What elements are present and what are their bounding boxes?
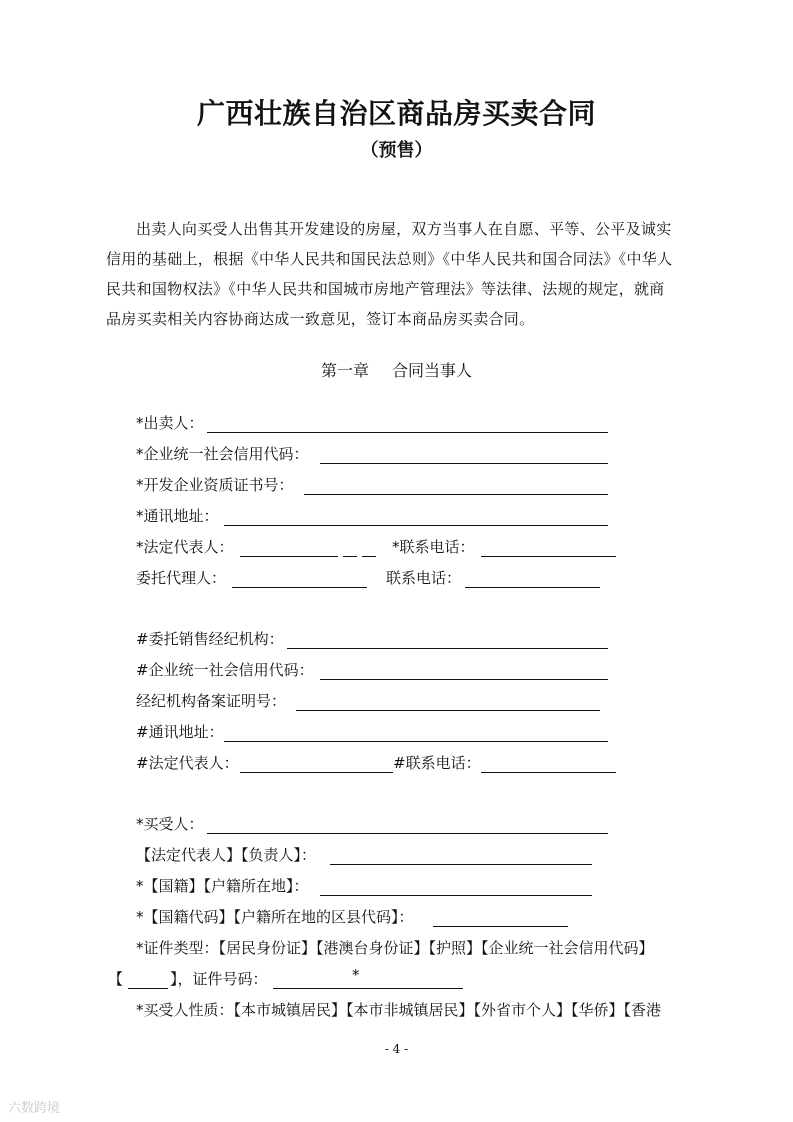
- buyer-nationality-code-label: *【国籍代码】【户籍所在地的区县代码】：: [136, 908, 414, 926]
- buyer-id-type-label: *证件类型：【居民身份证】【港澳台身份证】【护照】【企业统一社会信用代码】: [136, 939, 654, 957]
- buyer-legal-rep-label: 【法定代表人】【负责人】：: [136, 846, 317, 864]
- seller-legal-rep-field-ext[interactable]: [343, 538, 357, 557]
- seller-qualification-field[interactable]: [304, 476, 608, 495]
- seller-address-label: *通讯地址：: [136, 507, 219, 525]
- seller-agent-phone-label: 联系电话：: [386, 569, 462, 587]
- seller-name-label: *出卖人：: [136, 414, 204, 432]
- intro-line: 民共和国物权法》《中华人民共和国城市房地产管理法》等法律、法规的规定，就商: [106, 280, 665, 298]
- seller-agent-label: 委托代理人：: [136, 569, 227, 587]
- seller-name-field[interactable]: [207, 414, 608, 433]
- seller-credit-code-field[interactable]: [320, 445, 608, 464]
- buyer-nationality-label: *【国籍】【户籍所在地】：: [136, 877, 309, 895]
- buyer-nationality-code-field[interactable]: [433, 908, 568, 927]
- buyer-id-asterisk: *: [352, 966, 360, 984]
- broker-credit-code-label: #企业统一社会信用代码：: [136, 661, 314, 679]
- intro-line: 品房买卖相关内容协商达成一致意见，签订本商品房买卖合同。: [106, 310, 535, 328]
- broker-phone-field[interactable]: [481, 754, 616, 773]
- seller-agent-field[interactable]: [232, 569, 367, 588]
- buyer-id-number-field[interactable]: [273, 970, 463, 989]
- intro-line: 信用的基础上，根据《中华人民共和国民法总则》《中华人民共和国合同法》《中华人: [106, 250, 673, 268]
- chapter-name: 合同当事人: [392, 361, 473, 380]
- seller-address-field[interactable]: [224, 507, 608, 526]
- broker-legal-rep-label: #法定代表人：: [136, 754, 239, 772]
- page-number: - 4 -: [384, 1042, 409, 1056]
- watermark: 六数跨境: [8, 1101, 61, 1116]
- broker-legal-rep-field[interactable]: [240, 754, 393, 773]
- seller-legal-rep-label: *法定代表人：: [136, 538, 234, 556]
- seller-qualification-label: *开发企业资质证书号：: [136, 476, 294, 494]
- chapter-heading: [0, 358, 793, 381]
- broker-phone-label: #联系电话：: [393, 754, 481, 772]
- intro-paragraph: [106, 214, 689, 334]
- seller-credit-code-label: *企业统一社会信用代码：: [136, 445, 309, 463]
- chapter-number: 第一章: [320, 361, 369, 380]
- broker-record-label: 经纪机构备案证明号：: [136, 692, 287, 710]
- seller-legal-rep-field-ext2[interactable]: [362, 538, 376, 557]
- buyer-nature-label: *买受人性质：【本市城镇居民】【本市非城镇居民】【外省市个人】【华侨】【香港: [136, 1001, 662, 1019]
- page-subtitle: （预售）: [360, 140, 433, 161]
- broker-address-label: #通讯地址：: [136, 723, 224, 741]
- broker-address-field[interactable]: [224, 723, 608, 742]
- buyer-nationality-field[interactable]: [320, 877, 592, 896]
- seller-phone-field[interactable]: [481, 538, 616, 557]
- buyer-id-type-other-field[interactable]: [128, 970, 168, 989]
- broker-credit-code-field[interactable]: [320, 661, 608, 680]
- seller-legal-rep-field[interactable]: [240, 538, 338, 557]
- broker-name-label: #委托销售经纪机构：: [136, 630, 284, 648]
- buyer-legal-rep-field[interactable]: [330, 846, 592, 865]
- buyer-id-type-close: 】，证件号码：: [170, 970, 268, 988]
- seller-phone-label: *联系电话：: [392, 538, 475, 556]
- buyer-name-field[interactable]: [207, 815, 608, 834]
- broker-record-field[interactable]: [296, 692, 600, 711]
- buyer-id-type-open: 【: [108, 970, 124, 988]
- seller-agent-phone-field[interactable]: [465, 569, 600, 588]
- broker-name-field[interactable]: [287, 630, 608, 649]
- buyer-name-label: *买受人：: [136, 815, 204, 833]
- intro-line: 出卖人向买受人出售其开发建设的房屋，双方当事人在自愿、平等、公平及诚实: [136, 220, 672, 238]
- page-title: 广西壮族自治区商品房买卖合同: [196, 97, 596, 130]
